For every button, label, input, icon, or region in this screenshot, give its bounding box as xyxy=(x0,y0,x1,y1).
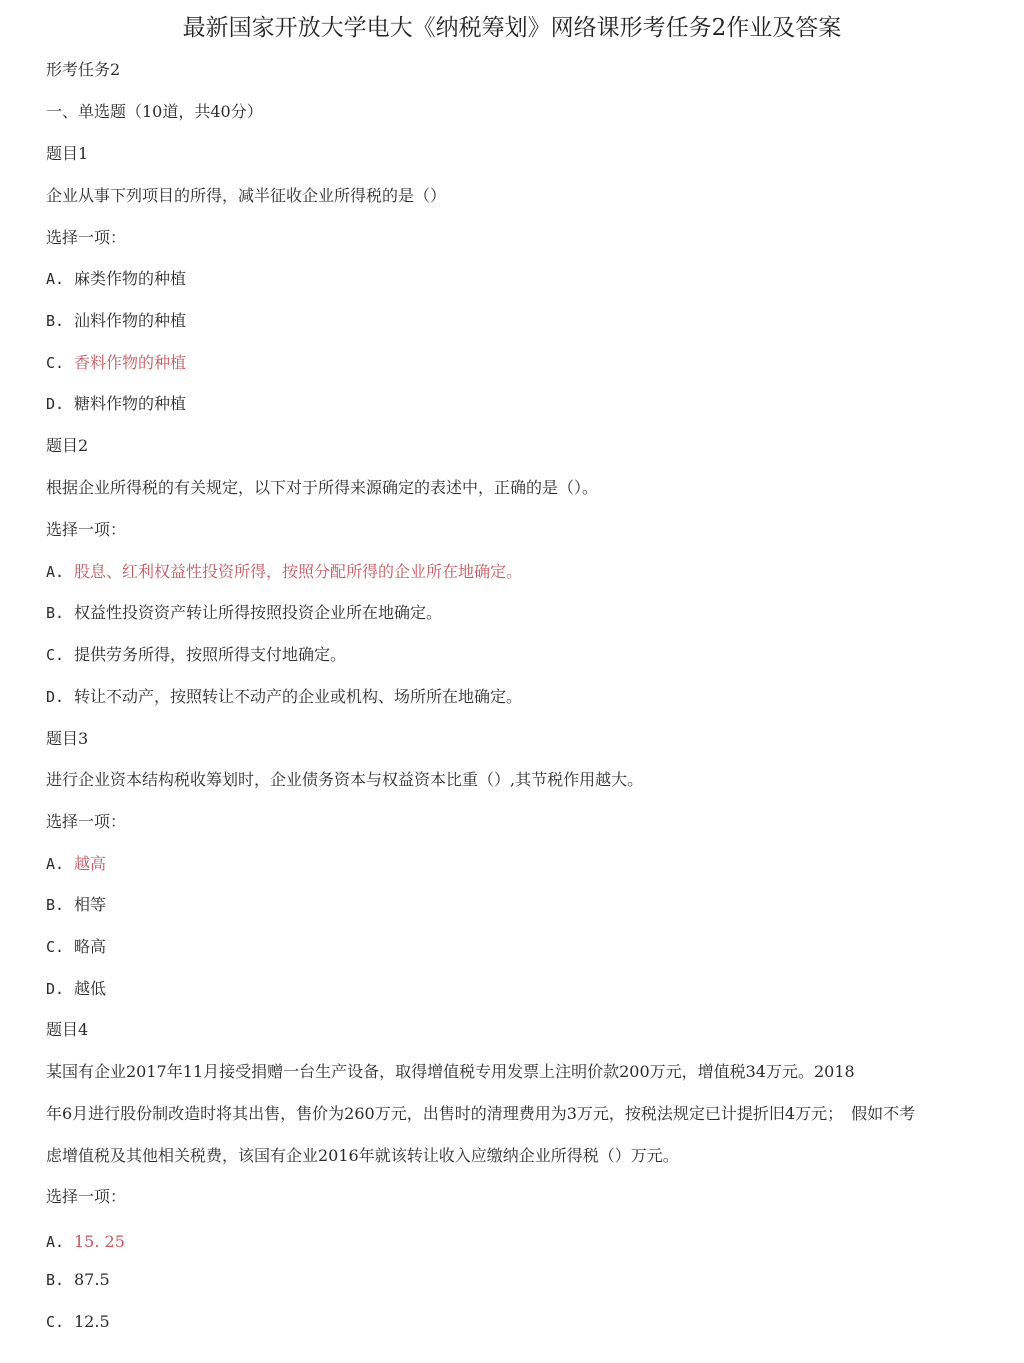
option-text: 权益性投资资产转让所得按照投资企业所在地确定。 xyxy=(74,603,443,622)
option-row-correct xyxy=(46,853,106,875)
option-row xyxy=(46,686,522,708)
option-letter: C. xyxy=(46,646,65,664)
option-text-correct: 越高 xyxy=(74,854,107,873)
question-label: 题目4 xyxy=(46,1020,89,1039)
option-letter: B. xyxy=(46,1271,65,1289)
question-stem-line: 某国有企业2017年11月接受捐赠一台生产设备，取得增值税专用发票上注明价款200万元，增值税34万元。2018 xyxy=(46,1062,855,1081)
option-text: 相等 xyxy=(74,895,107,914)
option-row xyxy=(46,936,106,958)
option-row xyxy=(46,1269,110,1291)
option-text: 略高 xyxy=(74,937,107,956)
choose-label: 选择一项： xyxy=(46,228,127,247)
option-row xyxy=(46,978,106,1000)
option-letter: B. xyxy=(46,604,65,622)
question-label: 题目2 xyxy=(46,436,89,455)
option-row xyxy=(46,894,106,916)
option-letter: B. xyxy=(46,312,65,330)
option-letter: A. xyxy=(46,855,65,873)
choose-label: 选择一项： xyxy=(46,812,127,831)
option-letter: D. xyxy=(46,688,65,706)
question-stem: 进行企业资本结构税收筹划时，企业债务资本与权益资本比重（）,其节税作用越大。 xyxy=(46,770,644,789)
option-text: 12.5 xyxy=(74,1312,110,1331)
option-letter: D. xyxy=(46,395,65,413)
section-label: 形考任务2 xyxy=(46,60,121,79)
document-title: 最新国家开放大学电大《纳税筹划》网络课形考任务2作业及答案 xyxy=(182,15,842,41)
choose-label: 选择一项： xyxy=(46,520,127,539)
choose-label: 选择一项： xyxy=(46,1187,127,1206)
option-row-correct xyxy=(46,1231,125,1253)
option-row xyxy=(46,644,346,666)
option-row xyxy=(46,268,186,290)
option-text: 87.5 xyxy=(74,1270,110,1289)
option-row-correct xyxy=(46,352,186,374)
option-row xyxy=(46,310,186,332)
option-text: 麻类作物的种植 xyxy=(74,269,187,288)
option-text: 糖料作物的种植 xyxy=(74,394,187,413)
question-stem: 根据企业所得税的有关规定，以下对于所得来源确定的表述中，正确的是（）。 xyxy=(46,478,599,497)
option-row xyxy=(46,393,186,415)
option-text-correct: 香料作物的种植 xyxy=(74,353,187,372)
question-stem-line: 年6月进行股份制改造时将其出售，售价为260万元，出售时的清理费用为3万元，按税法规定已计提折旧4万元； 假如不考 xyxy=(46,1104,916,1123)
option-text-correct: 15. 25 xyxy=(74,1232,125,1251)
option-letter: A. xyxy=(46,563,65,581)
option-letter: C. xyxy=(46,938,65,956)
question-stem: 企业从事下列项目的所得，减半征收企业所得税的是（） xyxy=(46,186,447,205)
option-text-correct: 股息、红利权益性投资所得，按照分配所得的企业所在地确定。 xyxy=(74,562,523,581)
option-letter: C. xyxy=(46,354,65,372)
option-letter: D. xyxy=(46,980,65,998)
option-row-correct xyxy=(46,561,522,583)
option-letter: C. xyxy=(46,1313,65,1331)
option-letter: A. xyxy=(46,270,65,288)
option-text: 汕料作物的种植 xyxy=(74,311,187,330)
question-stem-line: 虑增值税及其他相关税费，该国有企业2016年就该转让收入应缴纳企业所得税（）万元。 xyxy=(46,1146,679,1165)
option-text: 越低 xyxy=(74,979,107,998)
option-row xyxy=(46,602,442,624)
option-row xyxy=(46,1311,110,1333)
option-letter: B. xyxy=(46,896,65,914)
question-label: 题目3 xyxy=(46,729,89,748)
option-letter: A. xyxy=(46,1233,65,1251)
part-heading: 一、单选题（10道，共40分） xyxy=(46,102,263,121)
option-text: 提供劳务所得，按照所得支付地确定。 xyxy=(74,645,347,664)
option-text: 转让不动产，按照转让不动产的企业或机构、场所所在地确定。 xyxy=(74,687,523,706)
question-label: 题目1 xyxy=(46,144,89,163)
